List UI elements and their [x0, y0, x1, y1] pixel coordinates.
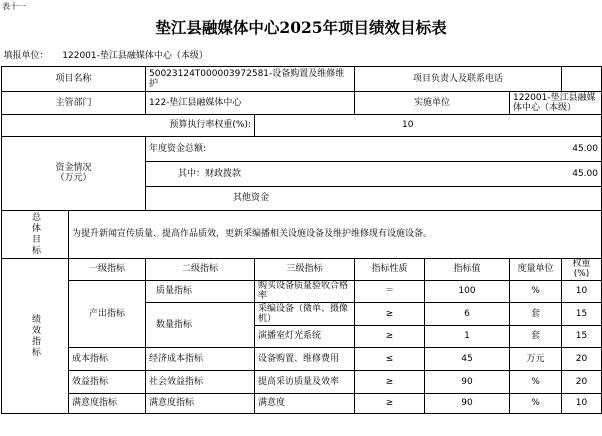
- indicator-value: 90: [425, 393, 510, 413]
- performance-table: [1, 47, 602, 414]
- funds-total: [146, 136, 602, 161]
- budget-weight-value: 10: [255, 114, 602, 136]
- fill-unit-label: 填报单位：: [3, 51, 49, 62]
- indicator-nature: ≥: [355, 325, 425, 347]
- indicator-nature: ≥: [355, 370, 425, 393]
- header-weight: 权重(%): [562, 258, 602, 280]
- indicator-section-cell: [2, 258, 69, 413]
- indicator-l3: 满意度: [255, 393, 355, 413]
- goal-label: 总体目标: [30, 212, 40, 256]
- header-unit: 度量单位: [510, 258, 562, 280]
- indicator-weight: 15: [562, 325, 602, 347]
- indicator-weight: 10: [562, 280, 602, 302]
- indicator-section-label: 绩效指标: [30, 313, 40, 358]
- indicator-weight: 20: [562, 370, 602, 393]
- table-row: [2, 280, 602, 302]
- indicator-unit: 万元: [510, 347, 562, 370]
- table-row: [2, 347, 602, 370]
- indicator-unit: 套: [510, 325, 562, 347]
- header-l3: 三级指标: [255, 258, 355, 280]
- project-leader-value: [562, 66, 602, 91]
- indicator-value: 100: [425, 280, 510, 302]
- indicator-nature: ≤: [355, 347, 425, 370]
- funds-other-label: 其他资金: [233, 193, 270, 203]
- indicator-l3: 采编设备（微单、摄像机）: [255, 302, 355, 325]
- indicator-l2: 满意度指标: [146, 393, 255, 413]
- indicator-unit: 套: [510, 302, 562, 325]
- funds-fiscal-label: 其中：财政拨款: [178, 168, 242, 179]
- indicator-weight: 10: [562, 393, 602, 413]
- indicator-weight: 15: [562, 302, 602, 325]
- funds-total-label: 年度资金总额:: [149, 143, 207, 154]
- indicator-l1: 效益指标: [69, 370, 146, 393]
- impl-unit-value: 122001-垫江县融媒体中心（本级）: [510, 91, 602, 114]
- indicator-l2: 经济成本指标: [146, 347, 255, 370]
- dept-row: [2, 91, 602, 114]
- table-row: [2, 370, 602, 393]
- indicator-l3: 演播室灯光系统: [255, 325, 355, 347]
- funds-fiscal-value: 45.00: [572, 168, 598, 179]
- indicator-l2: 数量指标: [146, 302, 255, 347]
- indicator-value: 90: [425, 370, 510, 393]
- indicator-value: 6: [425, 302, 510, 325]
- project-leader-label: 项目负责人及联系电话: [355, 66, 562, 91]
- project-name-label: 项目名称: [2, 66, 146, 91]
- dept-value: 122-垫江县融媒体中心: [146, 91, 355, 114]
- header-l1: 一级指标: [69, 258, 146, 280]
- indicator-l3: 提高采访质量及效率: [255, 370, 355, 393]
- goal-row: [2, 210, 602, 258]
- indicator-nature: ＝: [355, 280, 425, 302]
- fill-unit-value: 122001-垫江县融媒体中心（本级）: [62, 51, 208, 62]
- indicator-l3: 设备购置、维修费用: [255, 347, 355, 370]
- indicator-l1: 成本指标: [69, 347, 146, 370]
- header-nature: 指标性质: [355, 258, 425, 280]
- funds-row-total: [2, 136, 602, 161]
- dept-label: 主管部门: [2, 91, 146, 114]
- page-title: 垫江县融媒体中心2025年项目绩效目标表: [155, 18, 447, 37]
- indicator-l3: 购买设备质量验收合格率: [255, 280, 355, 302]
- project-name-value: 50023124T000003972581-设备购置及维修维护: [146, 66, 355, 91]
- indicator-l2: 质量指标: [146, 280, 255, 302]
- indicator-value: 45: [425, 347, 510, 370]
- indicator-l1: 满意度指标: [69, 393, 146, 413]
- table-row: [2, 393, 602, 413]
- indicator-value: 1: [425, 325, 510, 347]
- weight-row: [2, 114, 602, 136]
- goal-text: 为提升新闻宣传质量、提高作品质效，更新采编播相关设施设备及维护维修现有设施设备。: [69, 210, 602, 258]
- header-value: 指标值: [425, 258, 510, 280]
- table-tag: 表十一: [2, 2, 26, 11]
- header-l2: 二级指标: [146, 258, 255, 280]
- indicator-header-row: [2, 258, 602, 280]
- indicator-nature: ≥: [355, 393, 425, 413]
- funds-fiscal: [146, 161, 602, 186]
- indicator-unit: %: [510, 280, 562, 302]
- indicator-l2: 社会效益指标: [146, 370, 255, 393]
- goal-label-cell: [2, 210, 69, 258]
- fill-unit-row: [2, 47, 602, 66]
- indicator-l1: 产出指标: [69, 280, 146, 347]
- indicator-unit: %: [510, 393, 562, 413]
- impl-unit-label: 实施单位: [355, 91, 510, 114]
- indicator-unit: %: [510, 370, 562, 393]
- budget-weight-label: 预算执行率权重(%):: [2, 114, 255, 136]
- project-name-row: [2, 66, 602, 91]
- funds-other: [146, 186, 602, 210]
- indicator-weight: 20: [562, 347, 602, 370]
- funds-label: 资金情况 （万元）: [2, 136, 146, 210]
- indicator-nature: ≥: [355, 302, 425, 325]
- funds-total-value: 45.00: [572, 143, 598, 154]
